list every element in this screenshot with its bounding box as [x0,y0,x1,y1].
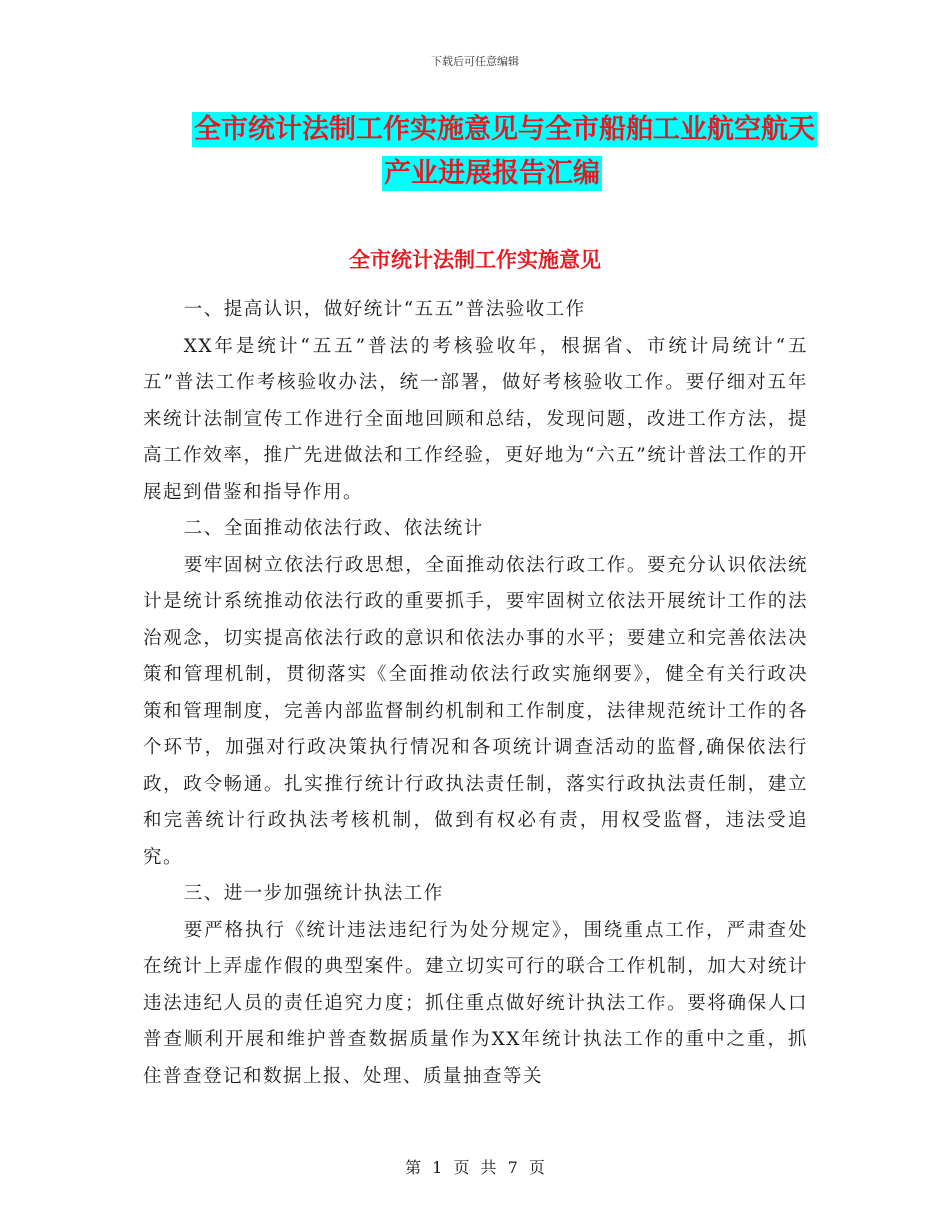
section-title: 全市统计法制工作实施意见 [349,248,601,272]
body-text [143,292,808,1095]
header-note: 下载后可任意编辑 [431,55,519,68]
main-title-line-2-text: 产业进展报告汇编 [384,158,600,189]
paragraph-heading-1: 一、提高认识，做好统计“五五”普法验收工作 [183,299,586,320]
paragraph-1: XX年是统计“五五”普法的考核验收年，根据省、市统计局统计“五五”普法工作考核验收办法，统一部署，做好考核验收工作。要仔细对五年来统计法制宣传工作进行全面地回顾和总结，发现问题，改进工作方法，提高工作效率，推广先进做法和工作经验，更好地为“六五”统计普法工作的开展起到借鉴和指导作用。 [143,335,808,503]
main-title-line-2 [140,152,840,196]
page-footer: 第 1 页 共 7 页 [405,1158,545,1177]
main-title-line-1 [140,108,840,152]
paragraph-heading-2: 二、全面推动依法行政、依法统计 [183,518,484,539]
paragraph-3: 要严格执行《统计违法违纪行为处分规定》，围绕重点工作，严肃查处在统计上弄虚作假的典型案件。建立切实可行的联合工作机制，加大对统计违法违纪人员的责任追究力度；抓住重点做好统计执法工作。要将确保人口普查顺利开展和维护普查数据质量作为XX年统计执法工作的重中之重，抓住普查登记和数据上报、处理、质量抽查等关 [143,919,808,1087]
main-title [140,108,840,196]
paragraph-heading-3: 三、进一步加强统计执法工作 [183,883,444,904]
main-title-line-1-text: 全市统计法制工作实施意见与全市船舶工业航空航天 [194,114,815,145]
paragraph-2: 要牢固树立依法行政思想，全面推动依法行政工作。要充分认识依法统计是统计系统推动依法行政的重要抓手，要牢固树立依法开展统计工作的法治观念，切实提高依法行政的意识和依法办事的水平；要建立和完善依法决策和管理机制，贯彻落实《全面推动依法行政实施纲要》，健全有关行政决策和管理制度，完善内部监督制约机制和工作制度，法律规范统计工作的各个环节，加强对行政决策执行情况和各项统计调查活动的监督,确保依法行政，政令畅通。扎实推行统计行政执法责任制，落实行政执法责任制，建立和完善统计行政执法考核机制，做到有权必有责，用权受监督，违法受追究。 [143,554,808,868]
